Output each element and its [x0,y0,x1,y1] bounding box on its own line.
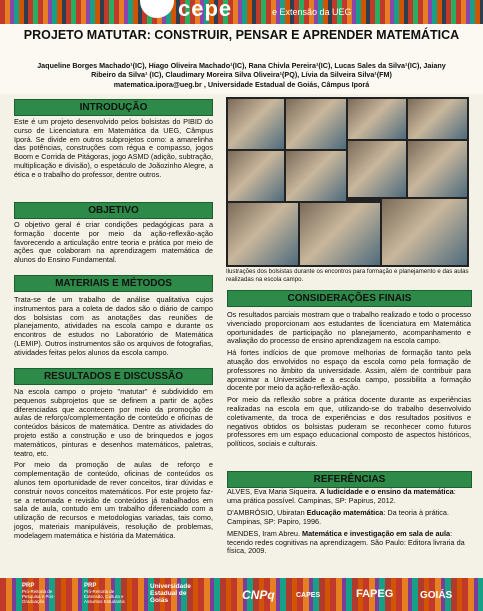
photo [348,141,406,197]
ueg-logo: Universidade Estadual de Goiás [150,583,191,604]
objetivo-heading: OBJETIVO [14,202,213,219]
referencias-heading: REFERÊNCIAS [227,471,472,488]
materiais-text: Trata-se de um trabalho de análise qualitativa cujos instrumentos para a coleta de dados são o diário de campo dos bolsistas com as anotações das reuniões de planejamento, atividades na escola campo e durante os encontros de estudos no Laboratório de Matemática (LEMIP). Outros instrumentos são os arquivos de fotografias, atividades feitas pelos alunos da escola campo. [14,295,213,357]
photo [408,99,467,139]
resultados-text [14,388,213,544]
prp2-logo-name: Pró-Reitoria de Extensão, Cultura e Assuntos Estudantis [84,589,125,604]
reference-author: MENDES, Iram Abreu. [227,528,303,538]
prp2-logo-acronym: PRP [84,583,97,589]
reference-title: Educação matemática [306,507,384,517]
consideracoes-paragraph-2: Há fortes indícios de que promove melhorias de formação tanto pela atuação dos envolvidos no espaço da escola como pela formação de professores no âmbito da universidade. Assim, além de contribuir para aproximar a Universidade e a escola campo, possibilita a formação docente por meio da ação-reflexão-ação. [227,348,471,393]
resultados-paragraph-2: Por meio da promoção de aulas de reforço e complementação de conteúdo, oficinas de conteúdos os alunos tem oportunidade de rever conceitos, tirar dúvidas e construir novos conceitos matemáticos. Por este projeto faz-se a retomada e revisão de conteúdos já trabalhados em sala de aula, contudo em um trabalho diferenciado com a utilização de recursos e metodologias variadas, tais como, jogos, materiais manipuláveis, resolução de problemas, modelagem matemática e história da Matemática. [14,460,213,540]
resultados-heading: RESULTADOS E DISCUSSÃO [14,368,213,385]
introducao-text: Este é um projeto desenvolvido pelos bolsistas do PIBID do curso de Licenciatura em Matemática da UEG, Câmpus Iporá. Se divide em outros subprojetos como: a amarelinha das potências, construções com régua e compasso, jogos Boom e Corrida de Pitágoras, jogo ASMD (adição, subtração, multiplicação e divisão), o espetáculo de Joãozinho Alegre, a ética e o trabalho do professor, dentre outros. [14,117,213,179]
photo [228,99,284,149]
cepe-logo-subtitle: e Extensão da UEG [272,7,352,17]
reference-details: : uma prática possível. Campinas, SP: Papirus, 2012. [227,487,456,505]
prp-logo-name: Pró-Reitoria de Pesquisa e Pós-Graduação [22,589,55,604]
photo [300,203,380,265]
prp-logo-acronym: PRP [22,583,35,589]
consideracoes-paragraph-1: Os resultados parciais mostram que o trabalho realizado e todo o processo vivenciado proporcionam aos estudantes de licenciatura em Matemática oportunidades de participação no planejamento, acompanhamento e avaliação do processo de ensino aprendizagem na escola campo. [227,310,471,346]
photo [382,199,467,265]
reference-details: : tecendo redes cognitivas na aprendizagem. São Paulo: Editora livraria da física, 2009. [227,528,465,556]
materiais-heading: MATERIAIS E MÉTODOS [14,275,213,292]
goias-logo: GOIÁS [420,590,453,601]
photo [348,99,406,139]
photo [228,203,298,265]
reference-title: Matemática e investigação em sala de aula [302,528,451,538]
introducao-heading: INTRODUÇÃO [14,99,213,116]
top-banner [0,0,483,24]
reference-author: ALVES, Eva Maria Siqueira. [227,487,320,496]
photo-caption: Ilustrações dos bolsistas durante os encontros para formação e planejamento e das aulas realizadas na escola campo. [226,268,469,283]
reference-item [227,530,471,557]
reference-item [227,509,471,527]
photo [228,151,284,201]
photo [286,99,346,149]
reference-details: : Da teoria à prática. Campinas, SP: Papiro, 1996. [227,507,450,526]
reference-author: D'AMBRÓSIO, Ubiratan [227,507,307,517]
prp-logo [22,583,62,604]
authors-line-1: Jaqueline Borges Machado¹(IC), Hiago Oliveira Machado¹(IC), Rana Chivla Pereira¹(IC), Lucas Sales da Silva¹(IC), Jaiany [37,61,446,70]
cnpq-logo: CNPq [242,588,275,602]
capes-logo: CAPES [296,592,321,599]
photo [408,141,467,197]
consideracoes-heading: CONSIDERAÇÕES FINAIS [227,290,472,307]
objetivo-text: O objetivo geral é criar condições pedagógicas para a formação docente por meio da ação-reflexão-ação favorecendo a articulação entre teoria e prática por meio de ações que colaboram na aprendizagem matemática de alunos do Ensino Fundamental. [14,220,213,265]
resultados-paragraph-1: Na escola campo o projeto "matutar" é subdividido em pequenos subprojetos que se definem a partir de ações diferenciadas que acontecem por meio da promoção de aulas de reforço/complementação de conteúdo e oficinas de conteúdos básicos de matemática. Dentre as atividades do projeto estão a construção e uso de brinquedos e jogos matemáticos, pinturas e desenhos matemáticos, paletras, teatro, etc. [14,387,213,458]
consideracoes-paragraph-3: Por meio da reflexão sobre a prática docente durante as experiências realizadas na escola em que, utilizando-se do trabalho desenvolvido coletivamente, da troca de experiências e dos resultados positivos e negativos obtidos os bolsistas puderam se reconhecer como futuros professores em um espaço educacional composto de aspectos históricos, políticos, sociais e culturais. [227,395,471,449]
poster-authors [12,61,471,89]
consideracoes-text [227,311,471,452]
authors-line-3: matematica.ipora@ueg.br , Universidade Estadual de Goiás, Câmpus Iporá [113,79,370,89]
photo [286,151,346,201]
reference-item [227,488,471,506]
authors-line-2: Ribeiro da Silva¹ (IC), Claudimary Moreira Silva Oliveira¹(PQ), Lívia da Silveira Silva¹(FM) [91,70,392,80]
poster-title: PROJETO MATUTAR: CONSTRUIR, PENSAR E APRENDER MATEMÁTICA [23,28,460,42]
references-list [227,488,471,559]
cepe-logo-text: cepe [178,0,233,21]
photo-collage [226,97,469,267]
fapeg-logo: FAPEG [356,588,394,600]
reference-title: A ludicidade e o ensino da matemática [319,487,454,496]
prp2-logo [84,583,132,604]
